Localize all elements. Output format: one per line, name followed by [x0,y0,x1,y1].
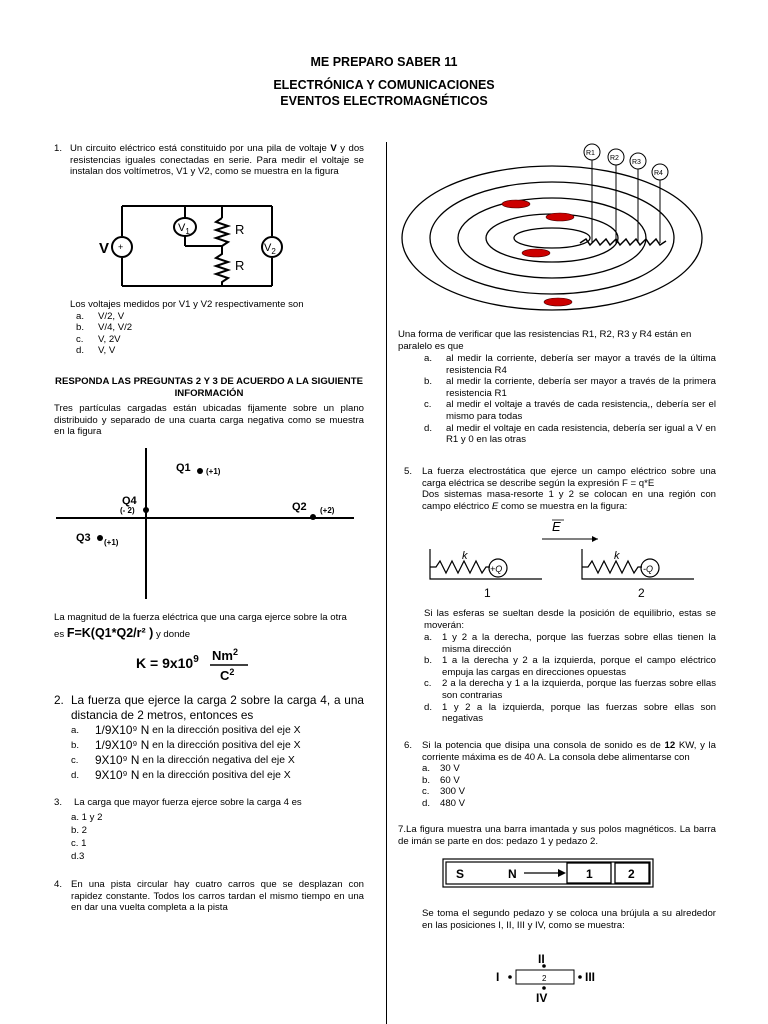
question-5-options [424,632,716,725]
question-number: 5. [404,466,413,477]
force-formula-line [54,628,364,641]
option-text: 2 a la derecha y 1 a la izquierda, porque las fuerzas sobre ellas son contrarias [442,678,716,701]
option[interactable] [76,334,364,346]
question-number: 1. [54,143,63,154]
q5-text-c: como se muestra en la figura: [498,500,628,512]
option-text: al medir el voltaje a través de cada resistencia,, debería ser el mismo para todas [446,399,716,422]
spring-k-label: k [614,550,620,562]
q1-text-c: y dos resistencias iguales conectadas en serie. Para medir el voltaje se instalan dos voltímetros, V1 y V2, como se muestra en la figura [70,143,364,178]
charge-q3 [97,535,103,541]
option[interactable] [424,353,716,376]
option[interactable]: d.3 [71,850,85,862]
system-1-label: 1 [484,586,491,600]
question-3 [54,797,364,863]
option[interactable] [424,423,716,446]
option-letter: a. [71,725,80,736]
q2-label: Q2 [292,501,307,513]
option-value: 1/9X10⁹ N [95,723,150,737]
option-text: V/4, V/2 [98,322,133,334]
q6-text-b: 12 [664,740,676,751]
option-text: en la dirección positiva del eje X [139,770,291,781]
option-letter: d. [424,701,433,713]
question-2-options [71,723,364,783]
question-1 [54,143,364,178]
option-value: 1/9X10⁹ N [95,738,150,752]
option-letter: a. [424,632,433,643]
question-3-text: La carga que mayor fuerza ejerce sobre la carga 4 es [74,797,302,808]
question-4 [54,879,364,914]
question-1-options [70,299,364,357]
question-number: 3. [54,797,63,808]
formula-suffix: y donde [153,629,191,640]
field-label: E [552,519,561,534]
question-number: 2. [54,693,64,707]
option[interactable] [422,775,716,787]
position-iii-label: III [585,970,596,984]
option-text: V, 2V [98,333,121,345]
q3-sign: (+1) [104,538,119,547]
question-4-prompt: Una forma de verificar que las resistencias R1, R2, R3 y R4 están en paralelo es que [398,329,692,352]
option-letter: d. [422,797,431,809]
option[interactable] [71,753,364,768]
question-5-text [422,466,716,512]
option-value: 9X10⁹ N [95,753,140,767]
question-5-text-1: La fuerza electrostática que ejerce un campo eléctrico sobre una carga eléctrica se describe según la expresión F = q*E [422,466,716,489]
option-value: 9X10⁹ N [95,768,140,782]
v2-letter: V [264,242,272,254]
k-formula-base [136,654,199,671]
race-car [502,200,530,208]
race-car [522,249,550,257]
option-text: al medir el voltaje en cada resistencia, debería ser igual a V en R1 y 0 en las otras [446,422,716,446]
option-text: 60 V [440,774,460,786]
option-text: V, V [98,345,116,357]
piece-label: 2 [542,974,547,983]
num-unit: Nm [212,648,233,663]
position-ii-label: II [538,952,545,966]
section-heading [54,376,364,399]
option-text: 1 y 2 a la izquierda, porque las fuerzas sobre ellas son negativas [442,701,716,725]
q2-sign: (+2) [320,506,335,515]
track-diagram [400,140,720,320]
option-letter: b. [424,376,433,388]
option-text: 1 y 2 a la derecha, porque las fuerzas sobre ellas tienen la misma dirección [442,632,716,655]
piece-1-label: 1 [586,867,593,881]
den-unit: C [220,668,230,683]
option-letter: b. [76,322,85,334]
q6-text-a: Si la potencia que disipa una consola de sonido es de [422,740,665,751]
option-text: en la dirección positiva del eje X [149,740,301,751]
den-exp: 2 [229,667,235,677]
k-exp: 9 [193,654,199,665]
option[interactable]: b. 2 [71,824,88,836]
option[interactable] [71,768,364,783]
resistor-label-2: R [235,258,245,273]
south-pole-label: S [456,867,465,881]
column-divider [386,142,387,1024]
question-1-text [70,143,364,178]
option[interactable] [422,763,716,775]
v1-letter: V [178,222,186,234]
track-label-r2: R2 [610,155,619,162]
circuit-diagram [90,198,296,294]
option-text: al medir la corriente, debería ser mayor a través de la primera resistencia R1 [446,376,716,399]
question-3-options [71,811,364,863]
question-7-text: 7.La figura muestra una barra imantada y sus polos magnéticos. La barra de imán se parte en dos: pedazo 1 y pedazo 2. [398,824,716,847]
formula-prefix: es [54,629,67,640]
option-letter: b. [422,774,431,786]
question-5 [398,466,716,512]
north-pole-label: N [508,867,517,881]
option[interactable] [422,786,716,798]
spring-mass-diagram [422,515,698,603]
option-text: en la dirección positiva del eje X [149,725,301,736]
q6-text-c: KW, y la corriente máxima es de 40 A. La consola debe alimentarse con [422,740,717,763]
option-letter: b. [71,740,80,751]
option-letter: a. [76,310,85,322]
option-letter: a. [424,353,433,364]
option[interactable] [424,376,716,399]
option-letter: c. [76,333,84,345]
page-subtitle-2: EVENTOS ELECTROMAGNÉTICOS [280,94,488,108]
option-text: al medir la corriente, debería ser mayor a través de la última resistencia R4 [446,353,716,376]
option-text: 480 V [440,797,466,809]
option-letter: c. [71,755,79,766]
option-letter: c. [424,678,432,690]
plus-sign: + [118,242,124,252]
charge-q4 [143,507,149,513]
option-letter: d. [76,345,85,357]
q5-text-b: E [491,500,499,512]
section-text: Tres partículas cargadas están ubicadas fijamente sobre un plano distribuido y separado de una cuarta carga negativa como se muestra en la figura [54,403,364,438]
option[interactable] [76,345,364,357]
magnet-bar-diagram [442,858,654,890]
option-letter: a. [422,763,431,775]
option-text: 30 V [440,763,460,775]
option[interactable]: a. 1 y 2 [71,811,103,823]
q1-label: Q1 [176,462,191,474]
charge-label: +Q [490,564,503,574]
charge-q2 [310,514,316,520]
option[interactable] [424,632,716,655]
option[interactable] [76,311,364,323]
track-label-r4: R4 [654,170,663,177]
option-text: en la dirección negativa del eje X [139,755,295,766]
compass-positions-diagram [490,946,620,1008]
system-2-label: 2 [638,586,645,600]
option-text: 1 a la derecha y 2 a la izquierda, porque el campo eléctrico empuja las cargas en direcciones opuestas [442,655,716,678]
question-2-text: La fuerza que ejerce la carga 2 sobre la carga 4, a una distancia de 2 metros, entonces es [71,693,364,722]
race-car [544,298,572,306]
position-iv-label: IV [536,991,548,1005]
num-exp: 2 [232,647,238,657]
track-label-r1: R1 [586,150,595,157]
option-letter: d. [71,770,80,781]
v2-sub: 2 [271,247,276,256]
charge-label: -Q [643,564,653,574]
position-i-label: I [496,970,500,984]
option[interactable] [424,678,716,701]
resistor-label-1: R [235,222,245,237]
option[interactable] [424,655,716,678]
option[interactable] [422,798,716,810]
piece-2-label: 2 [628,867,635,881]
k-base: K = 9x10 [136,655,194,671]
question-4-text: En una pista circular hay cuatro carros que se desplazan con rapidez constante. Todos los carros tardan el mismo tiempo en una en dar una vuelta completa a la pista [71,879,364,914]
option-letter: c. [422,786,430,798]
option-letter: c. [424,399,432,411]
option[interactable]: c. 1 [71,837,87,849]
charges-plot [54,444,364,604]
question-6-text [422,740,716,763]
v2-label [264,242,276,256]
q1-text-a: Un circuito eléctrico está constituido por una pila de voltaje [70,143,331,154]
k-numerator [212,647,238,663]
option[interactable] [424,399,716,422]
v1-sub: 1 [185,227,190,236]
page-subtitle: ELECTRÓNICA Y COMUNICACIONES [273,78,495,92]
question-5-text-2 [422,489,716,512]
option-letter: b. [424,655,433,667]
k-denominator [220,667,234,683]
question-2 [54,693,364,783]
option-text: V/2, V [98,310,125,322]
option-text: 300 V [440,786,466,798]
page-title: ME PREPARO SABER 11 [310,55,458,69]
v1-label [178,222,190,236]
option[interactable] [71,738,364,753]
option-letter: d. [424,422,433,434]
question-1-prompt: Los voltajes medidos por V1 y V2 respectivamente son [70,299,304,310]
force-text: La magnitud de la fuerza eléctrica que una carga ejerce sobre la otra [54,612,347,623]
q1-sign: (+1) [206,467,221,476]
question-6-options [422,763,716,809]
q4-label: Q4 [122,495,137,507]
section-heading-line-2: INFORMACIÓN [174,387,244,399]
force-formula: F=K(Q1*Q2/r² ) [66,626,154,640]
q1-text-b: V [330,143,337,154]
charge-q1 [197,468,203,474]
q5-text-a: Dos sistemas masa-resorte 1 y 2 se colocan en una región con campo eléctrico [422,489,716,512]
question-5-prompt: Si las esferas se sueltan desde la posición de equilibrio, estas se moverán: [424,608,716,631]
question-7-text-2: Se toma el segundo pedazo y se coloca una brújula a su alrededor en las posiciones I, II, III y IV, como se muestra: [422,908,716,931]
question-number: 4. [54,879,63,890]
track-label-r3: R3 [632,159,641,166]
k-formula [132,644,272,684]
question-4-options [424,353,716,446]
section-heading-line-1: RESPONDA LAS PREGUNTAS 2 Y 3 DE ACUERDO A LA SIGUIENTE [55,376,363,387]
q3-label: Q3 [76,532,91,544]
question-number: 6. [404,740,413,751]
option[interactable] [76,322,364,334]
spring-k-label: k [462,550,468,562]
option[interactable] [71,723,364,738]
q4-sign: (- 2) [120,506,135,515]
option[interactable] [424,702,716,725]
source-label: V [99,240,110,257]
question-6 [398,740,716,810]
race-car [546,213,574,221]
